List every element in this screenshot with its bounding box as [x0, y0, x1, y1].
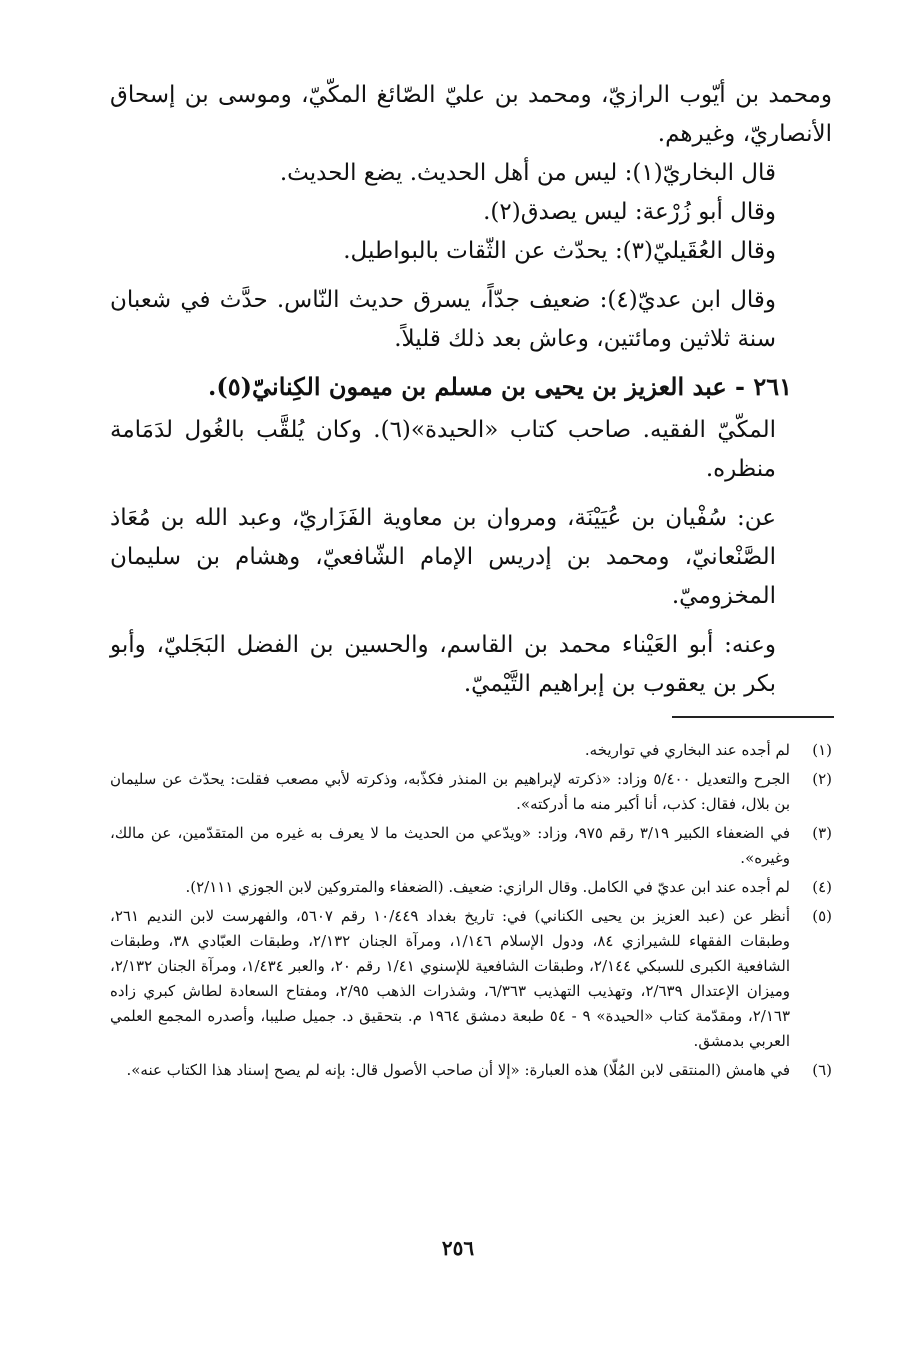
page-number: ٢٥٦: [441, 1236, 475, 1260]
entry-paragraph: وعنه: أبو العَيْناء محمد بن القاسم، والحسين بن الفضل البَجَليّ، وأبو بكر بن يعقوب بن إبراهيم التَّيْميّ.: [110, 632, 776, 697]
body-paragraph: وقال العُقَيليّ(٣): يحدّث عن الثّقات بالبواطيل.: [343, 238, 776, 264]
main-text: [110, 76, 832, 704]
footnote-text: لم أجده عند ابن عديّ في الكامل. وقال الرازي: ضعيف. (الضعفاء والمتروكين لابن الجوزي ٢/١١١).: [185, 878, 790, 896]
footnote: [110, 904, 832, 1054]
footnote: [110, 1058, 832, 1083]
body-paragraph: قال البخاريّ(١): ليس من أهل الحديث. يضع الحديث.: [279, 160, 776, 186]
footnote-text: في الضعفاء الكبير ٣/١٩ رقم ٩٧٥، وزاد: «ويدّعي من الحديث ما لا يعرف به غيره من المتقدّمين، عن مالك، وغيره».: [110, 824, 791, 867]
entry-paragraph: عن: سُفْيان بن عُيَيْنَة، ومروان بن معاوية الفَزَاريّ، وعبد الله بن مُعَاذ الصَّنْعانيّ، ومحمد بن إدريس الإمام الشّافعيّ، وهشام بن سليمان المخزوميّ.: [110, 505, 776, 609]
footnote-text: في هامش (المنتقى لابن المُلّا) هذه العبارة: «إلا أن صاحب الأصول قال: بإنه لم يصح إسناد هذا الكتاب عنه».: [126, 1061, 790, 1079]
body-paragraph: وقال أبو زُرْعة: ليس يصدق(٢).: [483, 199, 776, 225]
footnotes: [110, 738, 832, 1087]
footnote: [110, 767, 832, 817]
entry-heading: ٢٦١ - عبد العزيز بن يحيى بن مسلم بن ميمون الكِنانيّ(٥).: [208, 372, 792, 401]
footnote-number: (٢): [812, 770, 832, 788]
footnote: [110, 821, 832, 871]
footnote-number: (٦): [812, 1061, 832, 1079]
footnote-text: أنظر عن (عبد العزيز بن يحيى الكناني) في: تاريخ بغداد ١٠/٤٤٩ رقم ٥٦٠٧، والفهرست لابن النديم ٢٦١، وطبقات الفقهاء للشيرازي ٨٤، ودول الإسلام ١/١٤٦، ومرآة الجنان ٢/١٣٢، وطبقات العبّادي ٣٨، وطبقات الشافعية الكبرى للسبكي ٢/١٤٤، وطبقات الشافعية للإسنوي ١/٤١ رقم ٢٠، والعبر ١/٤٣٤، ومرآة الجنان ٢/١٣٢، وميزان الإعتدال ٢/٦٣٩، وتهذيب التهذيب ٦/٣٦٣، وشذرات الذهب ٢/٩٥، ومفتاح السعادة لطاش كبري زاده ٢/١٦٣، ومقدّمة كتاب «الحيدة» ٩ - ٥٤ طبعة دمشق ١٩٦٤ م. بتحقيق د. جميل صليبا، وأصدره المجمع العلمي العربي بدمشق.: [110, 907, 791, 1050]
footnote-text: الجرح والتعديل ٥/٤٠٠ وزاد: «ذكرته لإبراهيم بن المنذر فكذّبه، وذكرته لأبي مصعب فقلت: يحدّث عن سليمان بن بلال، فقال: كذب، أنا أكبر منه ما أدركته».: [110, 770, 790, 813]
footnote-text: لم أجده عند البخاري في تواريخه.: [584, 741, 790, 759]
body-paragraph: وقال ابن عديّ(٤): ضعيف جدّاً، يسرق حديث النّاس. حدَّث في شعبان سنة ثلاثين ومائتين، وعاش بعد ذلك قليلاً.: [110, 287, 777, 352]
footnote-number: (٤): [812, 878, 832, 896]
footnote: [110, 875, 832, 900]
body-paragraph: ومحمد بن أيّوب الرازيّ، ومحمد بن عليّ الصّائغ المكّيّ، وموسى بن إسحاق الأنصاريّ، وغيرهم.: [110, 82, 832, 147]
footnote-number: (٣): [812, 824, 832, 842]
footnote: [110, 738, 832, 763]
footnote-number: (٥): [812, 907, 832, 925]
footnote-number: (١): [812, 741, 832, 759]
footnote-divider: [672, 716, 834, 718]
entry-paragraph: المكّيّ الفقيه. صاحب كتاب «الحيدة»(٦). وكان يُلقَّب بالغُول لدَمَامة منظره.: [110, 417, 776, 482]
